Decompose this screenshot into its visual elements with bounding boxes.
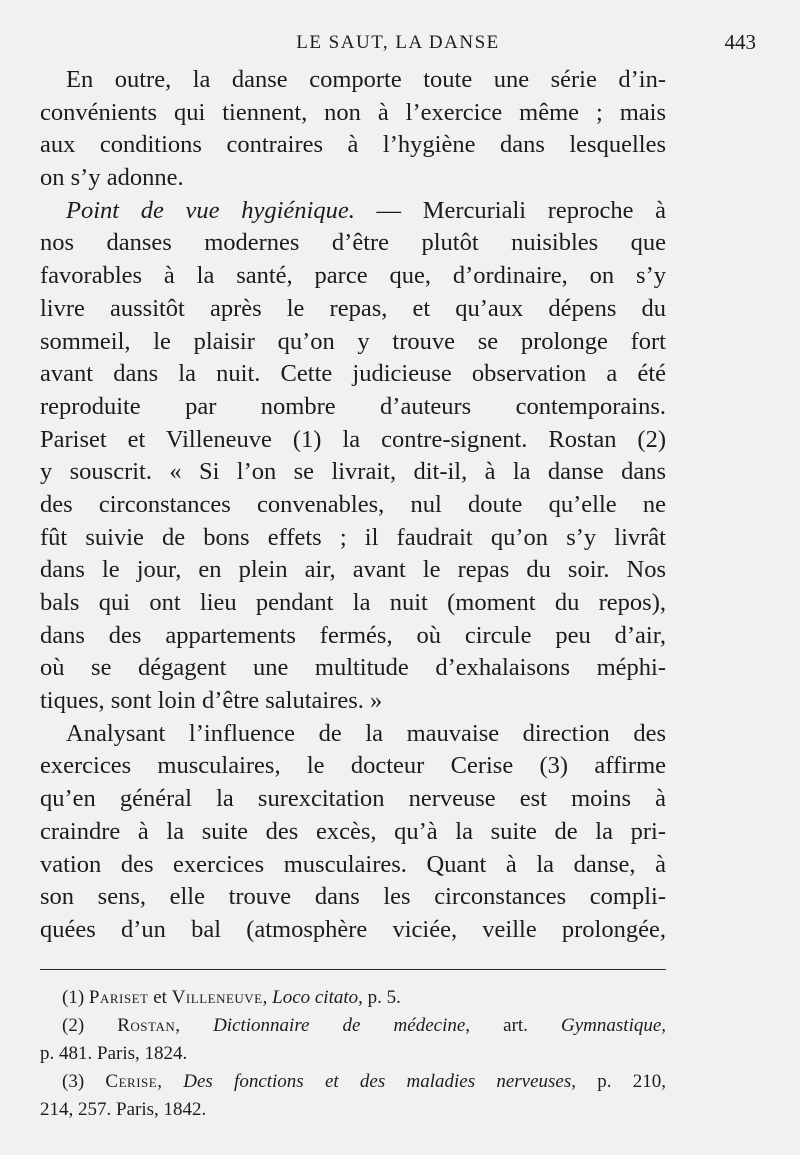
text-line: Pariset et Villeneuve (1) la contre-signent. Rostan (2) <box>40 425 666 453</box>
text-line: bals qui ont lieu pendant la nuit (moment du repos), <box>40 589 666 616</box>
footnote-1: (1) Pariset et Villeneuve, Loco citato, p. 5. <box>62 987 401 1008</box>
footnote-text: , p. 5. <box>358 987 401 1008</box>
text-line: quées d’un bal (atmosphère viciée, veille prolongée, <box>40 915 666 943</box>
text-line: où se dégagent une multitude d’exhalaisons méphi- <box>40 654 666 682</box>
text-line: avant dans la nuit. Cette judicieuse observation a été <box>40 360 666 388</box>
text-line: nos danses modernes d’être plutôt nuisibles que <box>40 229 666 257</box>
footnote-mark: (1) <box>62 987 85 1008</box>
text-line: aux conditions contraires à l’hygiène dans lesquelles <box>40 131 666 159</box>
footnote-entry: Gymnastique <box>561 1015 662 1036</box>
text-line: craindre à la suite des excès, qu’à la suite de la pri- <box>40 817 666 845</box>
running-head <box>40 28 756 58</box>
footnote-work: Loco citato <box>272 987 359 1008</box>
text-line: fût suivie de bons effets ; il faudrait qu’on s’y livrât <box>40 523 666 551</box>
footnotes <box>40 984 666 1124</box>
text-line: vation des exercices musculaires. Quant à la danse, à <box>40 850 666 878</box>
text-line: dans le jour, en plein air, avant le repas du soir. Nos <box>40 556 666 584</box>
text-line <box>40 195 666 228</box>
footnote-3-continued: 214, 257. Paris, 1842. <box>40 1099 207 1120</box>
footnote-text: , p. 210, <box>571 1071 667 1092</box>
page-number: 443 <box>724 30 756 54</box>
text-line: qu’en général la surexcitation nerveuse est moins à <box>40 785 666 813</box>
body-text <box>40 64 666 947</box>
footnote-author: Rostan <box>117 1015 176 1036</box>
text-line: tiques, sont loin d’être salutaires. » <box>40 687 383 715</box>
footnote-text: et <box>153 987 167 1008</box>
footnote-mark: (3) <box>62 1071 85 1092</box>
footnote-3: (3) Cerise, Des fonctions et des maladies nerveuses, p. 210, <box>62 1071 667 1092</box>
text-line: son sens, elle trouve dans les circonstances compli- <box>40 883 666 911</box>
footnote-work: Dictionnaire de médecine <box>213 1015 466 1036</box>
footnote-author: Villeneuve <box>171 987 263 1008</box>
footnote-text: , <box>661 1015 667 1036</box>
text-line: sommeil, le plaisir qu’on y trouve se prolonge fort <box>40 327 666 355</box>
running-title: LE SAUT, LA DANSE <box>296 32 500 53</box>
text-line: Analysant l’influence de la mauvaise direction des <box>66 719 666 747</box>
text-line: reproduite par nombre d’auteurs contemporains. <box>40 392 666 420</box>
text-line: exercices musculaires, le docteur Cerise (3) affirme <box>40 752 666 780</box>
footnote-2: (2) Rostan, Dictionnaire de médecine, art. Gymnastique, <box>62 1015 667 1036</box>
footnote-mark: (2) <box>62 1015 85 1036</box>
text-line: des circonstances convenables, nul doute qu’elle ne <box>40 490 666 518</box>
footnote-author: Pariset <box>88 987 149 1008</box>
footnote-text: , art. <box>465 1015 528 1036</box>
italic-section-heading: Point de vue hygiénique. <box>66 196 355 224</box>
text-line: livre aussitôt après le repas, et qu’aux dépens du <box>40 294 666 322</box>
text-line: y souscrit. « Si l’on se livrait, dit-il, à la danse dans <box>40 458 666 486</box>
footnote-rule <box>40 969 666 970</box>
text-line: dans des appartements fermés, où circule peu d’air, <box>40 621 666 649</box>
text-line: on s’y adonne. <box>40 164 184 192</box>
footnote-author: Cerise <box>105 1071 158 1092</box>
text-line: En outre, la danse comporte toute une série d’in- <box>66 66 666 93</box>
footnote-work: Des fonctions et des maladies nerveuses <box>183 1071 572 1092</box>
text-line: convénients qui tiennent, non à l’exercice même ; mais <box>40 98 666 126</box>
footnote-2-continued: p. 481. Paris, 1824. <box>40 1043 188 1064</box>
text-span: — Mercuriali reproche à <box>376 196 666 224</box>
text-line: favorables à la santé, parce que, d’ordinaire, on s’y <box>40 262 666 290</box>
